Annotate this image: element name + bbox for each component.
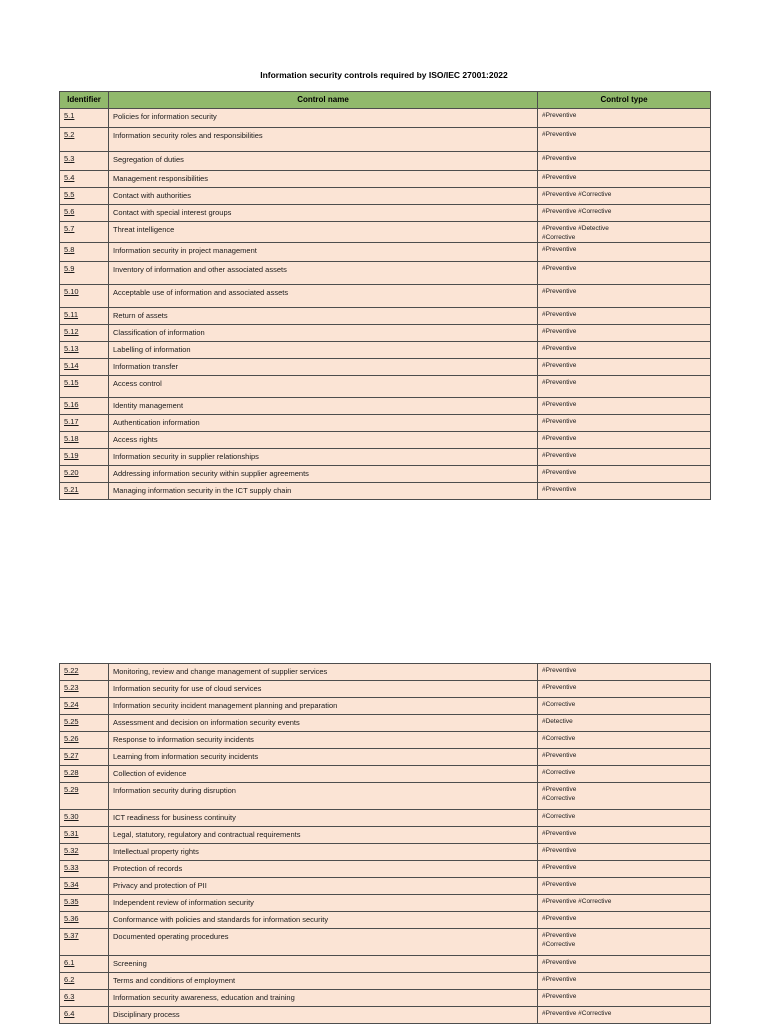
control-identifier-link[interactable]: 5.32 <box>60 844 109 861</box>
table-row <box>60 681 711 698</box>
control-identifier-link[interactable]: 5.26 <box>60 732 109 749</box>
control-type-cell: #Preventive <box>538 912 711 929</box>
control-name-cell: Contact with authorities <box>109 188 538 205</box>
table-row <box>60 878 711 895</box>
control-type-cell: #Preventive <box>538 325 711 342</box>
table-row <box>60 415 711 432</box>
control-name-cell: Conformance with policies and standards for information security <box>109 912 538 929</box>
table-row <box>60 128 711 152</box>
control-identifier-link[interactable]: 5.28 <box>60 766 109 783</box>
control-name-cell: Labelling of information <box>109 342 538 359</box>
control-type-cell: #Preventive <box>538 152 711 171</box>
control-identifier-link[interactable]: 5.7 <box>60 222 109 243</box>
control-type-cell: #Preventive #Detective #Corrective <box>538 222 711 243</box>
control-identifier-link[interactable]: 5.20 <box>60 466 109 483</box>
control-name-cell: Terms and conditions of employment <box>109 973 538 990</box>
table-row <box>60 861 711 878</box>
identifier-header: Identifier <box>60 92 109 109</box>
control-name-cell: Classification of information <box>109 325 538 342</box>
control-identifier-link[interactable]: 5.2 <box>60 128 109 152</box>
control-type-cell: #Preventive <box>538 262 711 285</box>
table-header-row <box>60 92 711 109</box>
control-type-cell: #Preventive <box>538 483 711 500</box>
control-type-cell: #Preventive <box>538 466 711 483</box>
controls-table-part-1 <box>59 91 711 500</box>
control-identifier-link[interactable]: 6.2 <box>60 973 109 990</box>
control-name-cell: ICT readiness for business continuity <box>109 810 538 827</box>
table-row <box>60 929 711 956</box>
control-type-cell: #Preventive <box>538 342 711 359</box>
control-name-cell: Information security for use of cloud services <box>109 681 538 698</box>
table-row <box>60 715 711 732</box>
control-name-cell: Return of assets <box>109 308 538 325</box>
control-identifier-link[interactable]: 5.9 <box>60 262 109 285</box>
control-identifier-link[interactable]: 5.14 <box>60 359 109 376</box>
table-row <box>60 205 711 222</box>
control-identifier-link[interactable]: 5.6 <box>60 205 109 222</box>
control-name-cell: Access rights <box>109 432 538 449</box>
control-name-cell: Independent review of information security <box>109 895 538 912</box>
control-identifier-link[interactable]: 5.21 <box>60 483 109 500</box>
control-identifier-link[interactable]: 5.4 <box>60 171 109 188</box>
table-row <box>60 1007 711 1024</box>
control-name-cell: Disciplinary process <box>109 1007 538 1024</box>
control-type-cell: #Preventive <box>538 171 711 188</box>
control-name-cell: Information security roles and responsibilities <box>109 128 538 152</box>
control-type-cell: #Preventive <box>538 749 711 766</box>
control-type-cell: #Preventive <box>538 432 711 449</box>
table-row <box>60 810 711 827</box>
control-identifier-link[interactable]: 5.30 <box>60 810 109 827</box>
control-name-cell: Privacy and protection of PII <box>109 878 538 895</box>
control-identifier-link[interactable]: 5.17 <box>60 415 109 432</box>
control-type-cell: #Preventive <box>538 681 711 698</box>
control-type-cell: #Preventive <box>538 243 711 262</box>
control-identifier-link[interactable]: 5.27 <box>60 749 109 766</box>
control-identifier-link[interactable]: 5.33 <box>60 861 109 878</box>
control-type-cell: #Corrective <box>538 732 711 749</box>
control-name-cell: Learning from information security incidents <box>109 749 538 766</box>
control-name-cell: Information security incident management planning and preparation <box>109 698 538 715</box>
control-identifier-link[interactable]: 5.18 <box>60 432 109 449</box>
table-row <box>60 398 711 415</box>
control-name-cell: Monitoring, review and change management of supplier services <box>109 664 538 681</box>
table-row <box>60 449 711 466</box>
control-identifier-link[interactable]: 5.22 <box>60 664 109 681</box>
control-name-cell: Segregation of duties <box>109 152 538 171</box>
table-row <box>60 152 711 171</box>
table-row <box>60 262 711 285</box>
control-name-cell: Information security in supplier relationships <box>109 449 538 466</box>
control-type-cell: #Preventive <box>538 128 711 152</box>
control-name-cell: Information security awareness, education and training <box>109 990 538 1007</box>
table-row <box>60 783 711 810</box>
control-type-cell: #Preventive <box>538 956 711 973</box>
control-identifier-link[interactable]: 5.37 <box>60 929 109 956</box>
table-row <box>60 732 711 749</box>
control-identifier-link[interactable]: 5.31 <box>60 827 109 844</box>
control-identifier-link[interactable]: 5.15 <box>60 376 109 398</box>
control-type-cell: #Preventive <box>538 844 711 861</box>
control-type-cell: #Preventive #Corrective <box>538 1007 711 1024</box>
table-row <box>60 749 711 766</box>
table-row <box>60 466 711 483</box>
control-type-cell: #Preventive <box>538 398 711 415</box>
control-type-cell: #Preventive <box>538 990 711 1007</box>
table-row <box>60 109 711 128</box>
control-identifier-link[interactable]: 6.4 <box>60 1007 109 1024</box>
control-type-cell: #Preventive <box>538 415 711 432</box>
table-row <box>60 376 711 398</box>
control-identifier-link[interactable]: 5.5 <box>60 188 109 205</box>
control-identifier-link[interactable]: 5.34 <box>60 878 109 895</box>
control-type-cell: #Preventive <box>538 827 711 844</box>
table-row <box>60 973 711 990</box>
control-name-cell: Threat intelligence <box>109 222 538 243</box>
control-name-cell: Access control <box>109 376 538 398</box>
control-type-header: Control type <box>538 92 711 109</box>
control-type-cell: #Preventive <box>538 359 711 376</box>
control-type-cell: #Corrective <box>538 698 711 715</box>
table-row <box>60 912 711 929</box>
control-name-cell: Policies for information security <box>109 109 538 128</box>
control-name-cell: Inventory of information and other associated assets <box>109 262 538 285</box>
table-row <box>60 171 711 188</box>
control-identifier-link[interactable]: 5.36 <box>60 912 109 929</box>
table-row <box>60 432 711 449</box>
table-row <box>60 956 711 973</box>
control-identifier-link[interactable]: 5.10 <box>60 285 109 308</box>
control-name-cell: Information security in project management <box>109 243 538 262</box>
control-identifier-link[interactable]: 5.11 <box>60 308 109 325</box>
control-identifier-link[interactable]: 5.16 <box>60 398 109 415</box>
table-row <box>60 342 711 359</box>
control-name-cell: Authentication information <box>109 415 538 432</box>
table-row <box>60 285 711 308</box>
control-name-cell: Contact with special interest groups <box>109 205 538 222</box>
control-identifier-link[interactable]: 5.8 <box>60 243 109 262</box>
control-type-cell: #Preventive <box>538 285 711 308</box>
control-identifier-link[interactable]: 5.24 <box>60 698 109 715</box>
control-name-cell: Identity management <box>109 398 538 415</box>
control-type-cell: #Preventive <box>538 376 711 398</box>
table-row <box>60 827 711 844</box>
control-identifier-link[interactable]: 6.1 <box>60 956 109 973</box>
control-name-cell: Assessment and decision on information security events <box>109 715 538 732</box>
control-type-cell: #Preventive <box>538 109 711 128</box>
table-row <box>60 895 711 912</box>
control-type-cell: #Preventive #Corrective <box>538 929 711 956</box>
table-row <box>60 844 711 861</box>
control-identifier-link[interactable]: 5.19 <box>60 449 109 466</box>
control-name-header: Control name <box>109 92 538 109</box>
control-name-cell: Addressing information security within supplier agreements <box>109 466 538 483</box>
control-type-cell: #Preventive <box>538 861 711 878</box>
control-name-cell: Legal, statutory, regulatory and contractual requirements <box>109 827 538 844</box>
control-identifier-link[interactable]: 5.35 <box>60 895 109 912</box>
control-name-cell: Documented operating procedures <box>109 929 538 956</box>
table-row <box>60 222 711 243</box>
table-row <box>60 325 711 342</box>
control-name-cell: Screening <box>109 956 538 973</box>
control-type-cell: #Preventive <box>538 878 711 895</box>
control-type-cell: #Corrective <box>538 766 711 783</box>
control-type-cell: #Detective <box>538 715 711 732</box>
control-identifier-link[interactable]: 6.3 <box>60 990 109 1007</box>
control-name-cell: Information transfer <box>109 359 538 376</box>
control-name-cell: Managing information security in the ICT supply chain <box>109 483 538 500</box>
table-row <box>60 766 711 783</box>
control-identifier-link[interactable]: 5.12 <box>60 325 109 342</box>
table-row <box>60 188 711 205</box>
control-type-cell: #Preventive #Corrective <box>538 205 711 222</box>
control-name-cell: Collection of evidence <box>109 766 538 783</box>
controls-table-part-2 <box>59 663 711 1024</box>
table-row <box>60 990 711 1007</box>
control-type-cell: #Preventive #Corrective <box>538 895 711 912</box>
table-row <box>60 483 711 500</box>
control-name-cell: Response to information security incidents <box>109 732 538 749</box>
control-name-cell: Intellectual property rights <box>109 844 538 861</box>
document-title: Information security controls required by ISO/IEC 27001:2022 <box>260 70 508 80</box>
control-identifier-link[interactable]: 5.1 <box>60 109 109 128</box>
control-identifier-link[interactable]: 5.13 <box>60 342 109 359</box>
table-row <box>60 664 711 681</box>
control-type-cell: #Preventive <box>538 308 711 325</box>
control-type-cell: #Preventive #Corrective <box>538 783 711 810</box>
control-identifier-link[interactable]: 5.23 <box>60 681 109 698</box>
control-name-cell: Information security during disruption <box>109 783 538 810</box>
control-name-cell: Acceptable use of information and associated assets <box>109 285 538 308</box>
control-identifier-link[interactable]: 5.25 <box>60 715 109 732</box>
control-name-cell: Management responsibilities <box>109 171 538 188</box>
table-row <box>60 308 711 325</box>
table-row <box>60 359 711 376</box>
control-identifier-link[interactable]: 5.29 <box>60 783 109 810</box>
table-row <box>60 243 711 262</box>
control-type-cell: #Preventive #Corrective <box>538 188 711 205</box>
control-name-cell: Protection of records <box>109 861 538 878</box>
control-identifier-link[interactable]: 5.3 <box>60 152 109 171</box>
table-row <box>60 698 711 715</box>
control-type-cell: #Preventive <box>538 664 711 681</box>
control-type-cell: #Preventive <box>538 449 711 466</box>
control-type-cell: #Corrective <box>538 810 711 827</box>
control-type-cell: #Preventive <box>538 973 711 990</box>
